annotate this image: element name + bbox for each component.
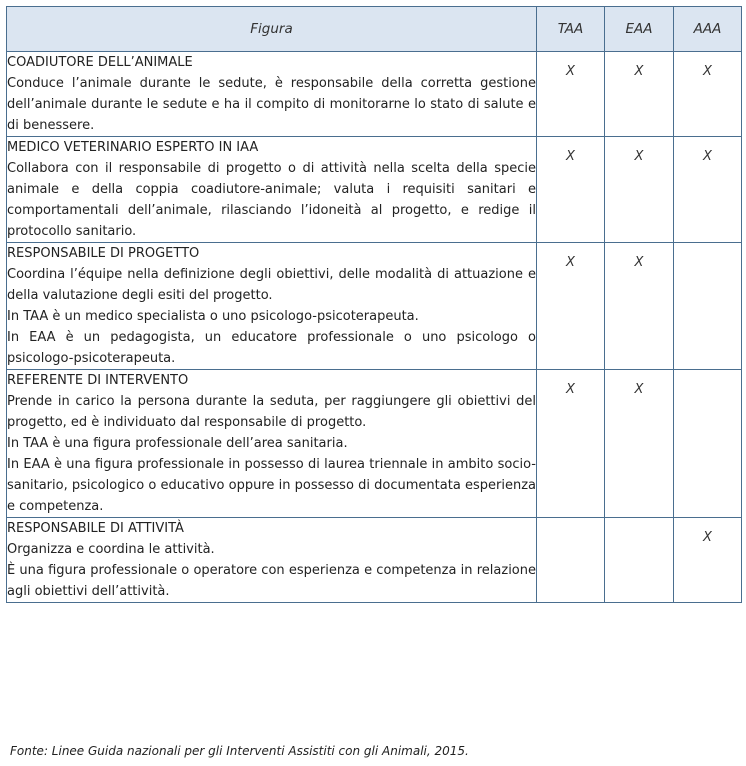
role-description-cell (7, 52, 537, 137)
taa-mark (537, 518, 604, 528)
aaa-cell (674, 52, 742, 137)
table-row (7, 137, 742, 243)
role-description-cell (7, 518, 537, 603)
role-description-eaa: In EAA è una figura professionale in possesso di laurea triennale in ambito socio-sanitario, psicologico o educativo oppure in possesso di documentata esperienza e competenza. (7, 457, 536, 514)
aaa-cell (674, 370, 742, 518)
source-note: Fonte: Linee Guida nazionali per gli Interventi Assistiti con gli Animali, 2015. (10, 744, 469, 758)
role-description: Collabora con il responsabile di progetto o di attività nella scelta della specie animale e della coppia coadiutore-animale; valuta i requisiti sanitari e comportamentali dell’animale, rilasciando l’idoneità al progetto, e redige il protocollo sanitario. (7, 161, 536, 239)
role-description: Organizza e coordina le attività. (7, 542, 215, 557)
role-title: COADIUTORE DELL’ANIMALE (7, 55, 193, 70)
eaa-mark: X (634, 255, 644, 270)
aaa-mark: X (703, 64, 712, 79)
aaa-cell (674, 243, 742, 370)
eaa-cell (605, 243, 674, 370)
taa-cell (537, 518, 605, 603)
eaa-cell (605, 137, 674, 243)
table-row (7, 243, 742, 370)
role-description-taa: In TAA è un medico specialista o uno psicologo-psicoterapeuta. (7, 309, 419, 324)
taa-mark: X (566, 255, 575, 270)
role-title: MEDICO VETERINARIO ESPERTO IN IAA (7, 140, 259, 155)
aaa-mark (674, 370, 741, 380)
role-description-taa: In TAA è una figura professionale dell’area sanitaria. (7, 436, 348, 451)
eaa-mark: X (634, 64, 644, 79)
table-row (7, 518, 742, 603)
eaa-cell (605, 52, 674, 137)
taa-mark: X (566, 149, 575, 164)
eaa-cell (605, 518, 674, 603)
aaa-mark: X (703, 530, 712, 545)
header-row (7, 7, 742, 52)
eaa-mark: X (634, 149, 644, 164)
role-description: Conduce l’animale durante le sedute, è responsabile della corretta gestione dell’animale durante le sedute e ha il compito di monitorarne lo stato di salute e di benessere. (7, 76, 536, 133)
table-row (7, 370, 742, 518)
aaa-cell (674, 137, 742, 243)
role-description: Prende in carico la persona durante la seduta, per raggiungere gli obiettivi del progetto, ed è individuato dal responsabile di progetto. (7, 394, 536, 430)
taa-cell (537, 243, 605, 370)
role-description-cell (7, 137, 537, 243)
role-description-cell (7, 370, 537, 518)
roles-table (6, 6, 742, 603)
eaa-mark (605, 518, 673, 528)
role-description: Coordina l’équipe nella definizione degli obiettivi, delle modalità di attuazione e della valutazione degli esiti del progetto. (7, 267, 536, 303)
role-title: RESPONSABILE DI ATTIVITÀ (7, 521, 184, 536)
role-description-detail: È una figura professionale o operatore con esperienza e competenza in relazione agli obiettivi dell’attività. (7, 563, 536, 599)
aaa-cell (674, 518, 742, 603)
header-eaa: EAA (605, 7, 674, 52)
aaa-mark (674, 243, 741, 253)
aaa-mark: X (703, 149, 712, 164)
table-row (7, 52, 742, 137)
role-title: REFERENTE DI INTERVENTO (7, 373, 189, 388)
header-taa: TAA (537, 7, 605, 52)
role-description-eaa: In EAA è un pedagogista, un educatore professionale o uno psicologo o psicologo-psicoterapeuta. (7, 330, 536, 366)
taa-mark: X (566, 382, 575, 397)
taa-cell (537, 52, 605, 137)
taa-mark: X (566, 64, 575, 79)
header-aaa: AAA (674, 7, 742, 52)
taa-cell (537, 137, 605, 243)
eaa-cell (605, 370, 674, 518)
role-description-cell (7, 243, 537, 370)
header-figura: Figura (7, 7, 537, 52)
eaa-mark: X (634, 382, 644, 397)
taa-cell (537, 370, 605, 518)
role-title: RESPONSABILE DI PROGETTO (7, 246, 200, 261)
